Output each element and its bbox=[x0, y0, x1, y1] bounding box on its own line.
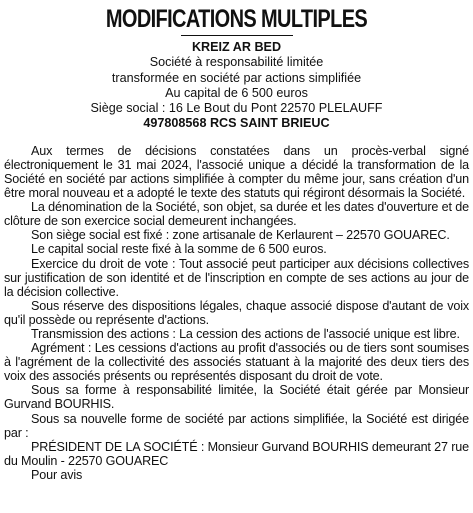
share-capital: Au capital de 6 500 euros bbox=[165, 85, 308, 100]
paragraph-previous-management: Sous sa forme à responsabilité limitée, la Société était gérée par Monsieur Gurvand BOURHIS. bbox=[4, 383, 469, 412]
paragraph-voting-rights: Exercice du droit de vote : Tout associé peut participer aux décisions collectives sur justification de son identité et de l'inscription en compte de ses actions au jour de la décision collective. bbox=[4, 256, 469, 299]
paragraph-votes-per-share: Sous réserve des dispositions légales, chaque associé dispose d'autant de voix qu'il possède ou représente d'actions. bbox=[4, 298, 469, 327]
company-name: KREIZ AR BED bbox=[191, 40, 282, 54]
paragraph-new-management: Sous sa nouvelle forme de société par actions simplifiée, la Société est dirigée par : bbox=[4, 411, 469, 440]
paragraph-capital: Le capital social reste fixé à la somme de 6 500 euros. bbox=[31, 242, 327, 257]
legal-form: Société à responsabilité limitée bbox=[149, 55, 324, 70]
notice-body bbox=[4, 144, 469, 482]
paragraph-approval: Agrément : Les cessions d'actions au profit d'associés ou de tiers sont soumises à l'agrément de la collectivité des associés statuant à la majorité des deux tiers des voix des associés présents ou représentés disposant du droit de vote. bbox=[4, 341, 469, 384]
paragraph-unchanged-items: La dénomination de la Société, son objet, sa durée et les dates d'ouverture et de clôture de son exercice social demeurent inchangées. bbox=[4, 200, 469, 229]
title-divider bbox=[181, 35, 293, 36]
registered-office: Siège social : 16 Le Bout du Pont 22570 PLELAUFF bbox=[90, 101, 383, 116]
paragraph-share-transfer: Transmission des actions : La cession des actions de l'associé unique est libre. bbox=[31, 327, 460, 341]
paragraph-registered-office: Son siège social est fixé : zone artisanale de Kerlaurent – 22570 GOUAREC. bbox=[31, 228, 450, 243]
paragraph-president: PRÉSIDENT DE LA SOCIÉTÉ : Monsieur Gurvand BOURHIS demeurant 27 rue du Moulin - 22570 GOUAREC bbox=[4, 439, 469, 468]
notice-title: MODIFICATIONS MULTIPLES bbox=[105, 5, 368, 33]
registration-number: 497808568 RCS SAINT BRIEUC bbox=[143, 116, 330, 131]
paragraph-signoff: Pour avis bbox=[31, 467, 83, 482]
paragraph-decision: Aux termes de décisions constatées dans un procès-verbal signé électroniquement le 31 mai 2024, l'associé unique a décidé la transformation de la Société en société par actions simplifiée à compter du même jour, sans création d'un être moral nouveau et a adopté le texte des statuts qui régiront désormais la Société. bbox=[4, 143, 469, 201]
transformation-statement: transformée en société par actions simplifiée bbox=[111, 70, 362, 85]
company-header bbox=[4, 40, 469, 132]
